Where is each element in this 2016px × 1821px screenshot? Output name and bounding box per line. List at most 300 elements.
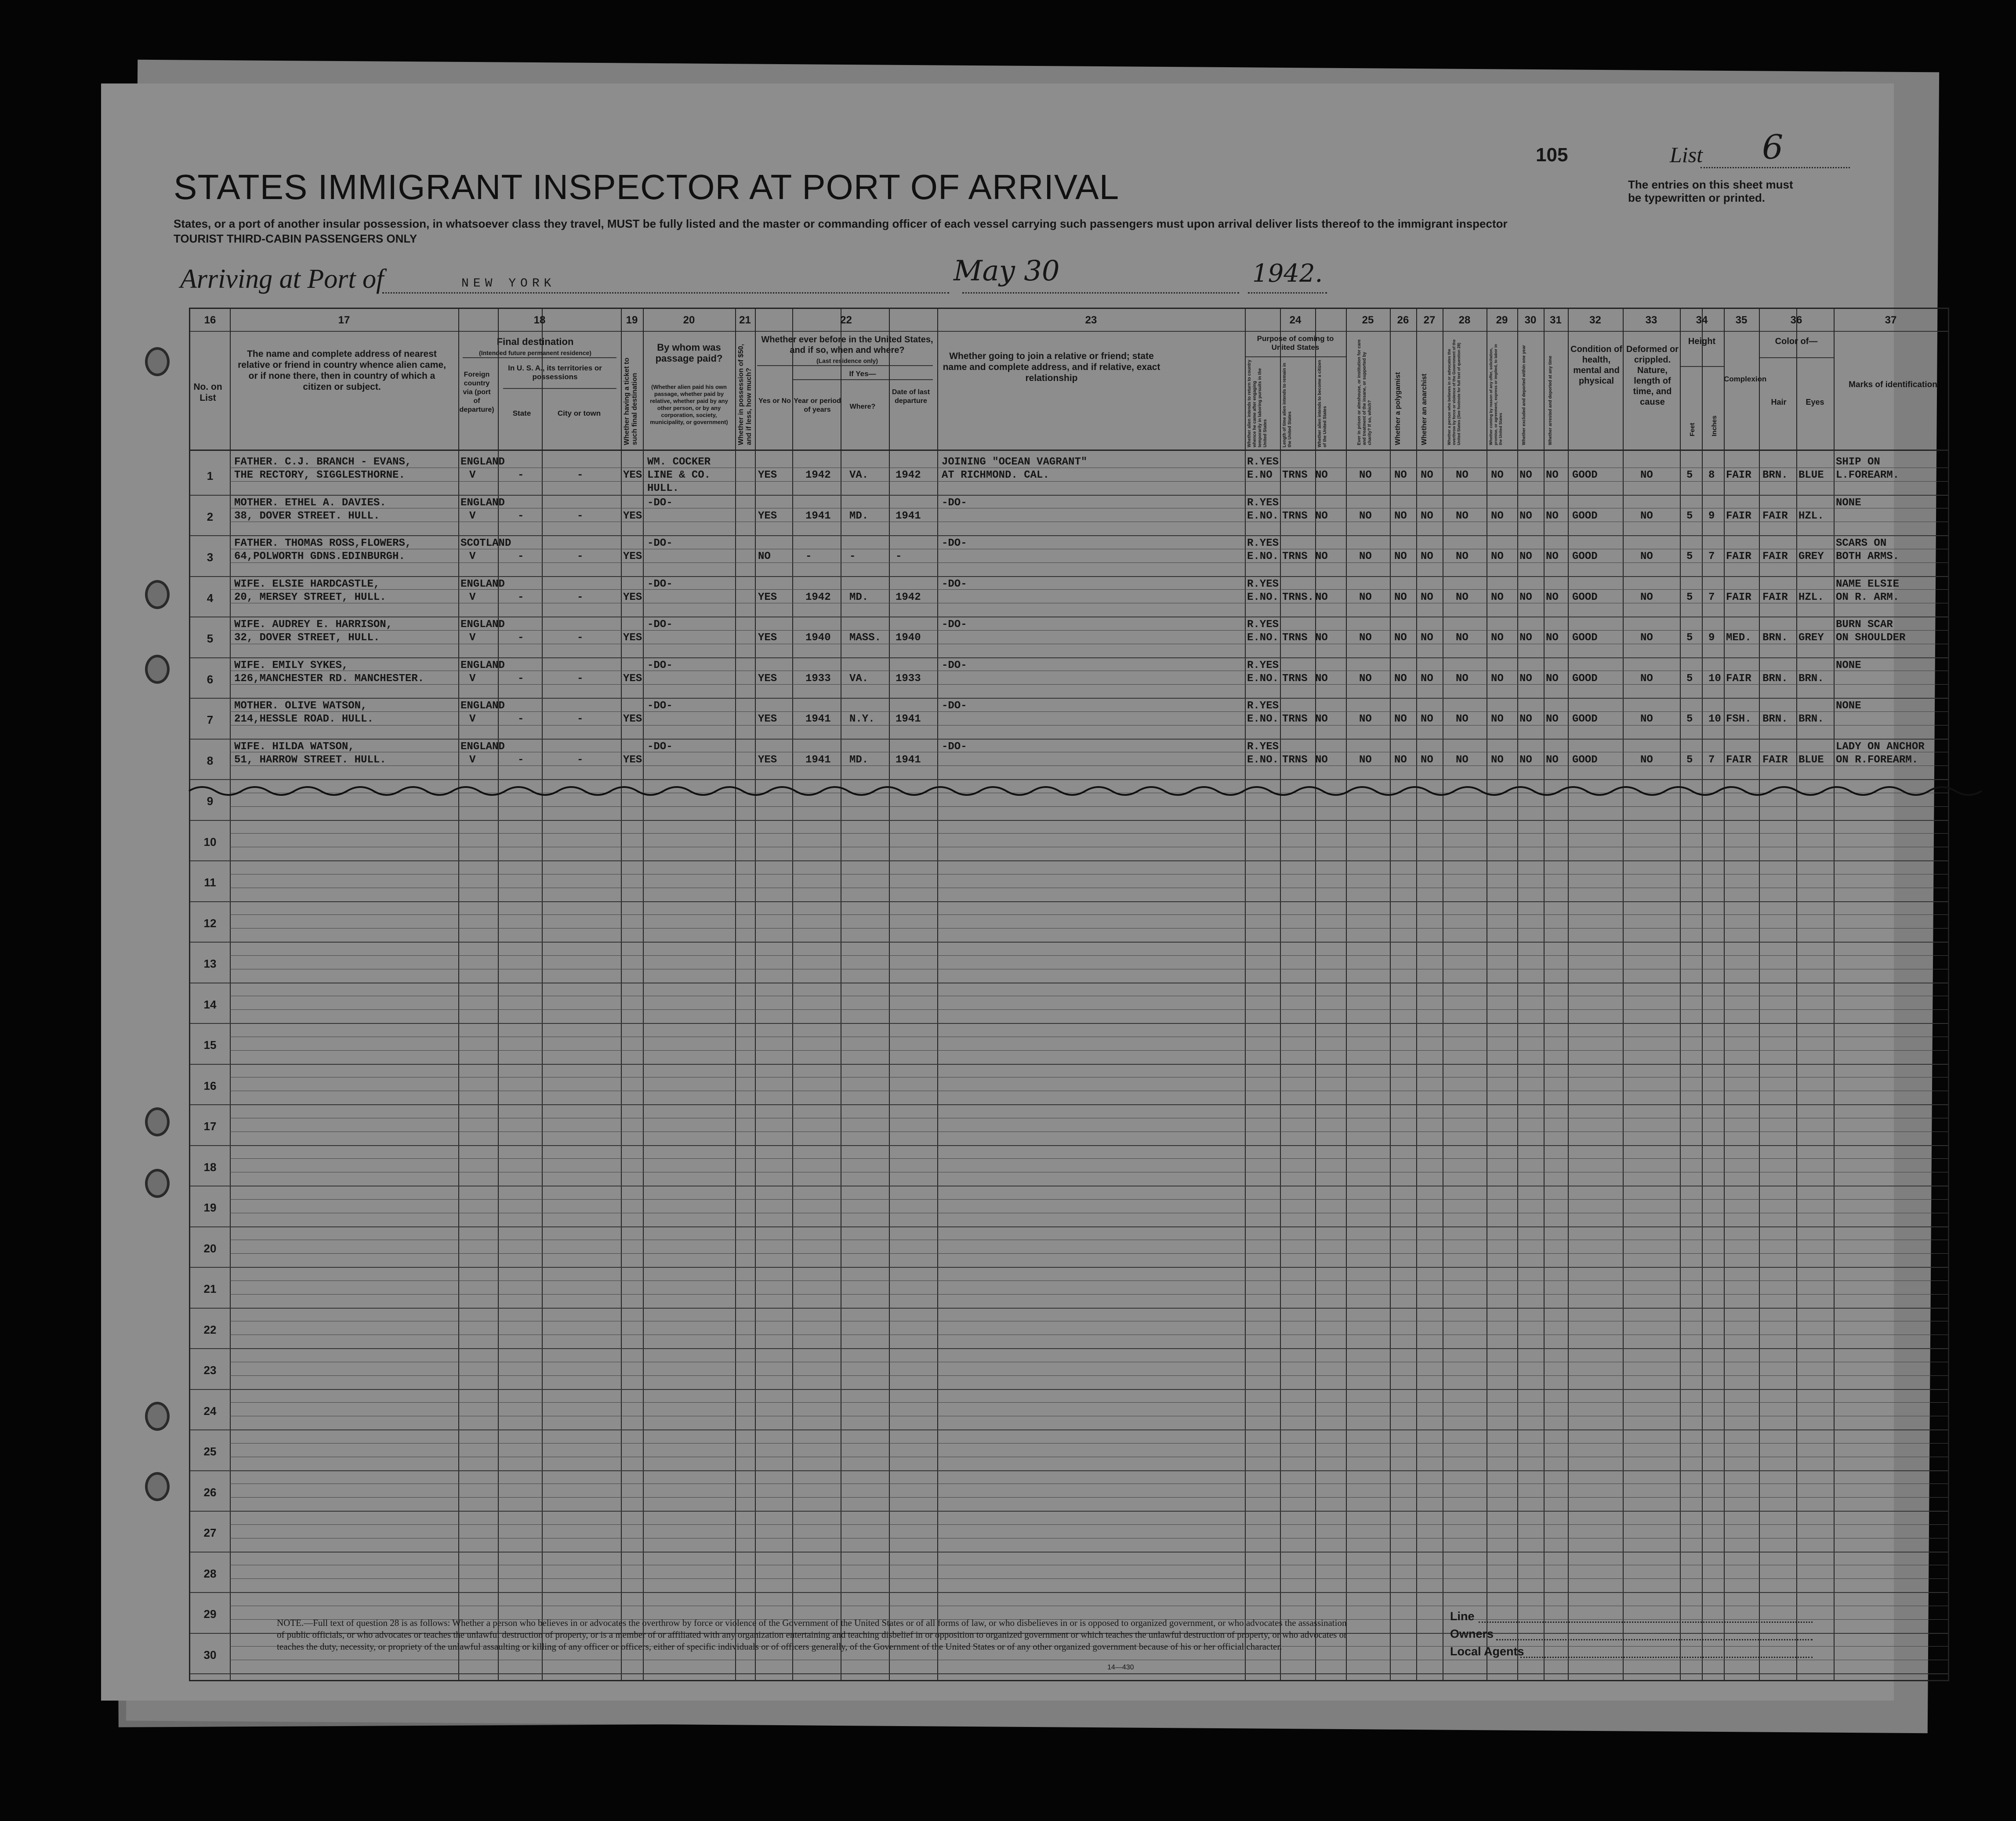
passenger-inches: 9 bbox=[1708, 510, 1715, 522]
passenger-deformed: NO bbox=[1640, 591, 1653, 603]
passenger-year: 1942 bbox=[805, 591, 831, 603]
form-number: 14—430 bbox=[1107, 1664, 1134, 1671]
passenger-ticket: YES bbox=[623, 713, 642, 725]
passenger-relative-1: WIFE. ELSIE HARDCASTLE, bbox=[234, 578, 380, 590]
passenger-country-2: V bbox=[469, 591, 476, 603]
passenger-where: MD. bbox=[849, 510, 869, 522]
passenger-q30: NO bbox=[1519, 469, 1532, 481]
header-purpose: Purpose of coming to United States bbox=[1257, 334, 1334, 352]
passenger-citizen: NO bbox=[1315, 469, 1328, 481]
passenger-inches: 9 bbox=[1708, 632, 1715, 644]
port-name: NEW YORK bbox=[461, 277, 556, 290]
header-bottom bbox=[190, 450, 1948, 451]
passenger-complexion: FAIR bbox=[1726, 469, 1751, 481]
passenger-marks-1: SHIP ON bbox=[1836, 456, 1880, 468]
passenger-hair: BRN. bbox=[1762, 713, 1788, 725]
passenger-yesno: YES bbox=[758, 469, 777, 481]
column-divider bbox=[643, 309, 644, 1680]
row-number: 23 bbox=[203, 1364, 217, 1377]
header-color-of: Color of— bbox=[1775, 337, 1818, 346]
passenger-purpose-a: R.YES bbox=[1247, 619, 1279, 631]
passenger-purpose-b: E.NO. bbox=[1247, 713, 1279, 725]
header-joining: Whether going to join a relative or friend; state name and complete address, and if relative, exact relationship bbox=[943, 351, 1160, 383]
header-ticket: Whether having a ticket to such final destination bbox=[623, 357, 638, 445]
passenger-join-1: -DO- bbox=[942, 537, 967, 549]
passenger-q25: NO bbox=[1359, 713, 1372, 725]
column-number: 35 bbox=[1735, 314, 1748, 326]
passenger-deformed: NO bbox=[1640, 754, 1653, 766]
passenger-country-2: V bbox=[469, 632, 476, 644]
passenger-paid-1: -DO- bbox=[647, 740, 673, 753]
stamp-number: 105 bbox=[1536, 144, 1568, 166]
passenger-q26: NO bbox=[1394, 469, 1407, 481]
column-number: 36 bbox=[1790, 314, 1802, 326]
column-divider bbox=[1568, 309, 1569, 1680]
passenger-q29: NO bbox=[1491, 551, 1504, 562]
passenger-q26: NO bbox=[1394, 754, 1407, 766]
passenger-city: - bbox=[577, 754, 584, 766]
passenger-yesno: YES bbox=[758, 672, 777, 685]
passenger-country-2: V bbox=[469, 469, 476, 481]
passenger-yesno: YES bbox=[758, 713, 777, 725]
row-number: 9 bbox=[207, 794, 214, 808]
row-subdivider bbox=[230, 955, 1948, 956]
row-divider bbox=[190, 1429, 1948, 1430]
passenger-health: GOOD bbox=[1572, 713, 1598, 725]
header-q29: Whether coming by reason of any offer, solicitation, promise, or agreement, express or implied, to labor in the United States bbox=[1489, 344, 1503, 445]
passenger-city: - bbox=[577, 632, 584, 644]
column-number: 23 bbox=[1085, 314, 1097, 326]
passenger-state: - bbox=[518, 672, 524, 685]
header-subdivider bbox=[792, 379, 933, 380]
passenger-purpose-b: E.NO bbox=[1247, 469, 1273, 481]
passenger-feet: 5 bbox=[1686, 754, 1693, 766]
header-polygamist: Whether a polygamist bbox=[1394, 372, 1402, 445]
passenger-purpose-a: R.YES bbox=[1247, 578, 1279, 590]
passenger-marks-1: NONE bbox=[1836, 497, 1861, 509]
passenger-feet: 5 bbox=[1686, 632, 1693, 644]
header-subdivider bbox=[757, 365, 933, 366]
row-number: 29 bbox=[203, 1607, 217, 1621]
header-final-destination-note: (Intended future permanent residence) bbox=[479, 349, 591, 356]
passenger-citizen: NO bbox=[1315, 510, 1328, 522]
entries-note-line: The entries on this sheet must bbox=[1628, 178, 1793, 191]
passenger-departure: 1942 bbox=[896, 591, 921, 603]
punch-hole bbox=[145, 347, 170, 376]
header-ever-before-note: (Last residence only) bbox=[816, 357, 878, 364]
header-q28: Whether a person who believes in or advocates the overthrow by force or violence of the Government of the United States (See footnote for full text of question 28) bbox=[1447, 339, 1461, 445]
footer-owners-label: Owners bbox=[1450, 1627, 1494, 1640]
column-divider bbox=[1390, 309, 1391, 1680]
passenger-yesno: YES bbox=[758, 591, 777, 603]
passenger-deformed: NO bbox=[1640, 551, 1653, 562]
passenger-year: - bbox=[805, 551, 812, 562]
column-divider bbox=[621, 309, 622, 1680]
passenger-country-1: ENGLAND bbox=[460, 619, 505, 631]
page-title: STATES IMMIGRANT INSPECTOR AT PORT OF ARRIVAL bbox=[174, 167, 1120, 207]
passenger-feet: 5 bbox=[1686, 672, 1693, 685]
row-divider bbox=[190, 1348, 1948, 1349]
arriving-label: Arriving at Port of bbox=[180, 264, 384, 294]
header-marks: Marks of identification bbox=[1849, 380, 1937, 389]
column-divider bbox=[1759, 309, 1760, 1680]
header-purpose-a: Whether alien intends to return to country whence he came after engaging temporarily in laboring pursuits in the United States bbox=[1247, 359, 1268, 447]
row-divider bbox=[190, 1226, 1948, 1227]
column-divider bbox=[937, 309, 938, 1680]
passenger-ticket: YES bbox=[623, 632, 642, 644]
passenger-citizen: NO bbox=[1315, 632, 1328, 644]
column-divider bbox=[1280, 309, 1281, 1680]
row-divider bbox=[190, 1145, 1948, 1146]
passenger-paid-1: -DO- bbox=[647, 578, 673, 590]
passenger-country-2: V bbox=[469, 754, 476, 766]
passenger-eyes: BLUE bbox=[1798, 754, 1824, 766]
row-number: 13 bbox=[203, 957, 217, 970]
passenger-country-1: ENGLAND bbox=[460, 497, 505, 509]
passenger-q25: NO bbox=[1359, 672, 1372, 685]
passenger-ticket: YES bbox=[623, 510, 642, 522]
passenger-country-1: ENGLAND bbox=[460, 456, 505, 468]
passenger-join-1: -DO- bbox=[942, 578, 967, 590]
row-number: 6 bbox=[207, 672, 214, 686]
passenger-relative-2: 32, DOVER STREET, HULL. bbox=[234, 632, 380, 644]
passenger-departure: 1940 bbox=[896, 632, 921, 644]
header-q30: Whether excluded and deported within one year bbox=[1522, 345, 1527, 445]
subtitle-line: TOURIST THIRD-CABIN PASSENGERS ONLY bbox=[174, 232, 417, 245]
passenger-purpose-b: E.NO. bbox=[1247, 510, 1279, 522]
row-subdivider bbox=[230, 1402, 1948, 1403]
column-number: 29 bbox=[1496, 314, 1508, 326]
header-possession-50: Whether in possession of $50, and if less, how much? bbox=[737, 344, 753, 445]
header-feet: Feet bbox=[1689, 423, 1696, 436]
passenger-city: - bbox=[577, 469, 584, 481]
passenger-eyes: HZL. bbox=[1798, 591, 1824, 603]
row-number: 22 bbox=[203, 1323, 217, 1336]
passenger-marks-1: LADY ON ANCHOR bbox=[1836, 740, 1925, 753]
row-number: 24 bbox=[203, 1404, 217, 1418]
passenger-purpose-b: E.NO. bbox=[1247, 591, 1279, 603]
passenger-relative-2: 51, HARROW STREET. HULL. bbox=[234, 754, 386, 766]
column-number: 26 bbox=[1397, 314, 1409, 326]
entries-note bbox=[1628, 178, 1793, 204]
row-subdivider bbox=[230, 833, 1948, 834]
passenger-hair: FAIR bbox=[1762, 551, 1788, 562]
row-divider bbox=[190, 1023, 1948, 1024]
row-number: 11 bbox=[204, 876, 216, 889]
passenger-eyes: GREY bbox=[1798, 632, 1824, 644]
passenger-feet: 5 bbox=[1686, 551, 1693, 562]
passenger-departure: 1933 bbox=[896, 672, 921, 685]
column-number: 30 bbox=[1524, 314, 1537, 326]
passenger-q30: NO bbox=[1519, 551, 1532, 562]
passenger-hair: BRN. bbox=[1762, 632, 1788, 644]
passenger-city: - bbox=[577, 591, 584, 603]
column-divider bbox=[458, 309, 459, 1680]
column-number: 17 bbox=[338, 314, 350, 326]
passenger-q30: NO bbox=[1519, 672, 1532, 685]
passenger-departure: 1942 bbox=[896, 469, 921, 481]
row-number: 20 bbox=[203, 1241, 217, 1255]
passenger-relative-1: MOTHER. ETHEL A. DAVIES. bbox=[234, 497, 386, 509]
passenger-deformed: NO bbox=[1640, 672, 1653, 685]
row-subdivider bbox=[230, 1497, 1948, 1498]
wavy-line-path bbox=[189, 787, 1982, 795]
header-nearest-relative: The name and complete address of nearest relative or friend in country whence alien came, or if none there, then in country of which a citizen or subject. bbox=[238, 349, 446, 392]
passenger-relative-2: 126,MANCHESTER RD. MANCHESTER. bbox=[234, 672, 424, 685]
passenger-where: N.Y. bbox=[849, 713, 875, 725]
passenger-q25: NO bbox=[1359, 754, 1372, 766]
row-number: 16 bbox=[203, 1079, 217, 1092]
row-number: 26 bbox=[203, 1485, 217, 1499]
header-prison: Ever in prison or almshouse, or institution for care and treatment of the insane, or supported by charity? If so, which? bbox=[1357, 339, 1372, 445]
passenger-q27: NO bbox=[1421, 591, 1433, 603]
row-number: 4 bbox=[207, 591, 214, 605]
passenger-health: GOOD bbox=[1572, 469, 1598, 481]
passenger-length: TRNS bbox=[1282, 469, 1308, 481]
passenger-hair: FAIR bbox=[1762, 591, 1788, 603]
passenger-purpose-a: R.YES bbox=[1247, 497, 1279, 509]
passenger-complexion: FAIR bbox=[1726, 672, 1751, 685]
passenger-departure: 1941 bbox=[896, 713, 921, 725]
column-number: 22 bbox=[840, 314, 852, 326]
passenger-country-2: V bbox=[469, 510, 476, 522]
passenger-state: - bbox=[518, 632, 524, 644]
passenger-country-1: ENGLAND bbox=[460, 740, 505, 753]
row-divider bbox=[190, 1064, 1948, 1065]
row-number: 1 bbox=[207, 469, 214, 482]
column-divider bbox=[1702, 309, 1703, 1680]
passenger-health: GOOD bbox=[1572, 510, 1598, 522]
year-dotted-line bbox=[1248, 292, 1327, 294]
passenger-q26: NO bbox=[1394, 591, 1407, 603]
passenger-inches: 10 bbox=[1708, 672, 1721, 685]
column-divider bbox=[498, 309, 499, 1680]
row-number: 15 bbox=[203, 1038, 217, 1052]
row-divider bbox=[190, 1308, 1948, 1309]
row-subdivider bbox=[230, 1050, 1948, 1051]
column-number: 37 bbox=[1885, 314, 1897, 326]
column-number: 32 bbox=[1589, 314, 1601, 326]
passenger-q25: NO bbox=[1359, 591, 1372, 603]
column-number: 33 bbox=[1645, 314, 1657, 326]
passenger-q31: NO bbox=[1546, 510, 1559, 522]
header-yes-or-no: Yes or No bbox=[758, 397, 791, 405]
footer-line-rule bbox=[1479, 1621, 1813, 1623]
passenger-year: 1940 bbox=[805, 632, 831, 644]
passenger-q28: NO bbox=[1456, 591, 1468, 603]
passenger-city: - bbox=[577, 510, 584, 522]
column-divider bbox=[1623, 309, 1624, 1680]
column-divider bbox=[1680, 309, 1681, 1680]
arrival-date: May 30 bbox=[954, 255, 1060, 287]
passenger-q28: NO bbox=[1456, 672, 1468, 685]
row-divider bbox=[190, 1470, 1948, 1471]
passenger-relative-1: FATHER. C.J. BRANCH - EVANS, bbox=[234, 456, 412, 468]
row-subdivider bbox=[230, 1009, 1948, 1010]
passenger-deformed: NO bbox=[1640, 713, 1653, 725]
row-subdivider bbox=[230, 1253, 1948, 1254]
row-subdivider bbox=[230, 1375, 1948, 1376]
column-divider bbox=[792, 309, 793, 1680]
date-dotted-line bbox=[962, 292, 1239, 294]
subtitle bbox=[174, 216, 1508, 246]
footer-agents-rule bbox=[1520, 1657, 1813, 1658]
header-final-destination: Final destination bbox=[497, 336, 574, 347]
subtitle-line: States, or a port of another insular possession, in whatsoever class they travel, MUST be fully listed and the master or commanding officer of each vessel carrying such passengers must upon arrival deliver lists thereof to the immigrant inspector bbox=[174, 217, 1508, 230]
punch-hole bbox=[145, 655, 170, 684]
row-divider bbox=[190, 495, 1948, 496]
passenger-ticket: YES bbox=[623, 551, 642, 562]
row-subdivider bbox=[230, 1294, 1948, 1295]
passenger-paid-1: WM. COCKER bbox=[647, 456, 711, 468]
passenger-q25: NO bbox=[1359, 551, 1372, 562]
manifest-table bbox=[189, 308, 1949, 1681]
header-where: Where? bbox=[849, 403, 876, 410]
passenger-join-1: JOINING "OCEAN VAGRANT" bbox=[942, 456, 1088, 468]
passenger-city: - bbox=[577, 713, 584, 725]
passenger-q28: NO bbox=[1456, 713, 1468, 725]
header-subdivider bbox=[503, 388, 616, 389]
passenger-relative-1: FATHER. THOMAS ROSS,FLOWERS, bbox=[234, 537, 412, 549]
passenger-health: GOOD bbox=[1572, 551, 1598, 562]
passenger-q29: NO bbox=[1491, 672, 1504, 685]
passenger-q31: NO bbox=[1546, 551, 1559, 562]
row-subdivider bbox=[230, 928, 1948, 929]
passenger-deformed: NO bbox=[1640, 469, 1653, 481]
passenger-join-1: -DO- bbox=[942, 497, 967, 509]
footnote-q28: NOTE.—Full text of question 28 is as follows: Whether a person who believes in or advocates the overthrow by force or violence of the Government of the United States or of all forms of law, or who disbelieves in or is opposed to organized government, or who advocates the assassination of public officials, or who advocates or teaches the unlawful destruction of property, or is a member of or affiliated with any organization entertaining and teaching disbelief in or opposition to organized government or which teaches the unlawful destruction of property, or who advocates or teaches the duty, necessity, or propriety of the unlawful assaulting or killing of any officer or officers, either of specific individuals or of officers generally, of the Government of the United States or of any other organized government because of his or her official character. bbox=[277, 1618, 1347, 1652]
passenger-marks-1: SCARS ON bbox=[1836, 537, 1887, 549]
passenger-q29: NO bbox=[1491, 510, 1504, 522]
passenger-q31: NO bbox=[1546, 591, 1559, 603]
passenger-inches: 7 bbox=[1708, 754, 1715, 766]
column-number: 25 bbox=[1362, 314, 1374, 326]
passenger-q30: NO bbox=[1519, 713, 1532, 725]
passenger-inches: 8 bbox=[1708, 469, 1715, 481]
row-divider bbox=[190, 901, 1948, 902]
passenger-yesno: YES bbox=[758, 510, 777, 522]
passenger-q25: NO bbox=[1359, 510, 1372, 522]
passenger-where: MD. bbox=[849, 754, 869, 766]
passenger-hair: BRN. bbox=[1762, 469, 1788, 481]
passenger-deformed: NO bbox=[1640, 510, 1653, 522]
header-anarchist: Whether an anarchist bbox=[1421, 374, 1428, 445]
passenger-purpose-a: R.YES bbox=[1247, 740, 1279, 753]
row-number: 30 bbox=[203, 1648, 217, 1661]
passenger-yesno: YES bbox=[758, 754, 777, 766]
row-number: 18 bbox=[203, 1160, 217, 1174]
passenger-length: TRNS. bbox=[1282, 591, 1314, 603]
passenger-hair: FAIR bbox=[1762, 754, 1788, 766]
passenger-eyes: HZL. bbox=[1798, 510, 1824, 522]
header-no-on-list: No. on List bbox=[193, 382, 222, 403]
passenger-feet: 5 bbox=[1686, 469, 1693, 481]
passenger-relative-1: WIFE. HILDA WATSON, bbox=[234, 740, 355, 753]
row-divider bbox=[190, 535, 1948, 536]
row-divider bbox=[190, 698, 1948, 699]
passenger-departure: 1941 bbox=[896, 754, 921, 766]
passenger-paid-2: LINE & CO. bbox=[647, 469, 711, 481]
passenger-feet: 5 bbox=[1686, 510, 1693, 522]
passenger-citizen: NO bbox=[1315, 713, 1328, 725]
column-divider bbox=[542, 309, 543, 1680]
passenger-paid-3: HULL. bbox=[647, 482, 679, 494]
passenger-yesno: YES bbox=[758, 632, 777, 644]
passenger-health: GOOD bbox=[1572, 754, 1598, 766]
passenger-year: 1941 bbox=[805, 713, 831, 725]
column-divider bbox=[889, 309, 890, 1680]
passenger-complexion: FAIR bbox=[1726, 551, 1751, 562]
passenger-state: - bbox=[518, 510, 524, 522]
passenger-relative-1: MOTHER. OLIVE WATSON, bbox=[234, 700, 367, 712]
passenger-length: TRNS bbox=[1282, 713, 1308, 725]
header-eyes: Eyes bbox=[1806, 398, 1824, 406]
passenger-year: 1941 bbox=[805, 754, 831, 766]
row-subdivider bbox=[230, 806, 1948, 807]
header-deformed: Deformed or crippled. Nature, length of time, and cause bbox=[1626, 345, 1679, 407]
passenger-length: TRNS bbox=[1282, 672, 1308, 685]
passenger-q31: NO bbox=[1546, 672, 1559, 685]
passenger-country-2: V bbox=[469, 551, 476, 562]
passenger-state: - bbox=[518, 754, 524, 766]
header-if-yes: If Yes— bbox=[849, 370, 876, 378]
passenger-purpose-b: E.NO. bbox=[1247, 551, 1279, 562]
passenger-yesno: NO bbox=[758, 551, 771, 562]
row-divider bbox=[190, 860, 1948, 861]
passenger-health: GOOD bbox=[1572, 672, 1598, 685]
passenger-country-2: V bbox=[469, 672, 476, 685]
column-number: 34 bbox=[1696, 314, 1708, 326]
passenger-eyes: BLUE bbox=[1798, 469, 1824, 481]
passenger-q27: NO bbox=[1421, 713, 1433, 725]
passenger-q29: NO bbox=[1491, 591, 1504, 603]
passenger-eyes: GREY bbox=[1798, 551, 1824, 562]
row-divider bbox=[190, 820, 1948, 821]
header-state: State bbox=[512, 409, 531, 417]
passenger-purpose-a: R.YES bbox=[1247, 456, 1279, 468]
passenger-q26: NO bbox=[1394, 632, 1407, 644]
header-in-usa: In U. S. A., its territories or possessions bbox=[508, 364, 602, 381]
passenger-marks-1: NONE bbox=[1836, 659, 1861, 671]
passenger-ticket: YES bbox=[623, 591, 642, 603]
passenger-hair: BRN. bbox=[1762, 672, 1788, 685]
passenger-purpose-b: E.NO. bbox=[1247, 672, 1279, 685]
column-divider bbox=[1724, 309, 1725, 1680]
passenger-q27: NO bbox=[1421, 551, 1433, 562]
passenger-relative-2: THE RECTORY, SIGGLESTHORNE. bbox=[234, 469, 405, 481]
header-ever-before: Whether ever before in the United States, and if so, when and where? bbox=[761, 335, 933, 355]
passenger-q27: NO bbox=[1421, 672, 1433, 685]
passenger-purpose-a: R.YES bbox=[1247, 659, 1279, 671]
row-number: 3 bbox=[207, 551, 214, 564]
passenger-citizen: NO bbox=[1315, 754, 1328, 766]
passenger-departure: - bbox=[896, 551, 902, 562]
header-complexion: Complexion bbox=[1724, 375, 1767, 383]
passenger-q26: NO bbox=[1394, 713, 1407, 725]
punch-hole bbox=[145, 1402, 170, 1431]
passenger-q28: NO bbox=[1456, 469, 1468, 481]
footer-owners-rule bbox=[1496, 1639, 1813, 1640]
column-number: 31 bbox=[1550, 314, 1562, 326]
passenger-q29: NO bbox=[1491, 469, 1504, 481]
passenger-inches: 10 bbox=[1708, 713, 1721, 725]
passenger-relative-2: 64,POLWORTH GDNS.EDINBURGH. bbox=[234, 551, 405, 562]
punch-hole bbox=[145, 1169, 170, 1198]
column-divider bbox=[1834, 309, 1835, 1680]
wavy-end-line bbox=[189, 782, 1947, 800]
column-number: 18 bbox=[533, 314, 546, 326]
passenger-state: - bbox=[518, 551, 524, 562]
